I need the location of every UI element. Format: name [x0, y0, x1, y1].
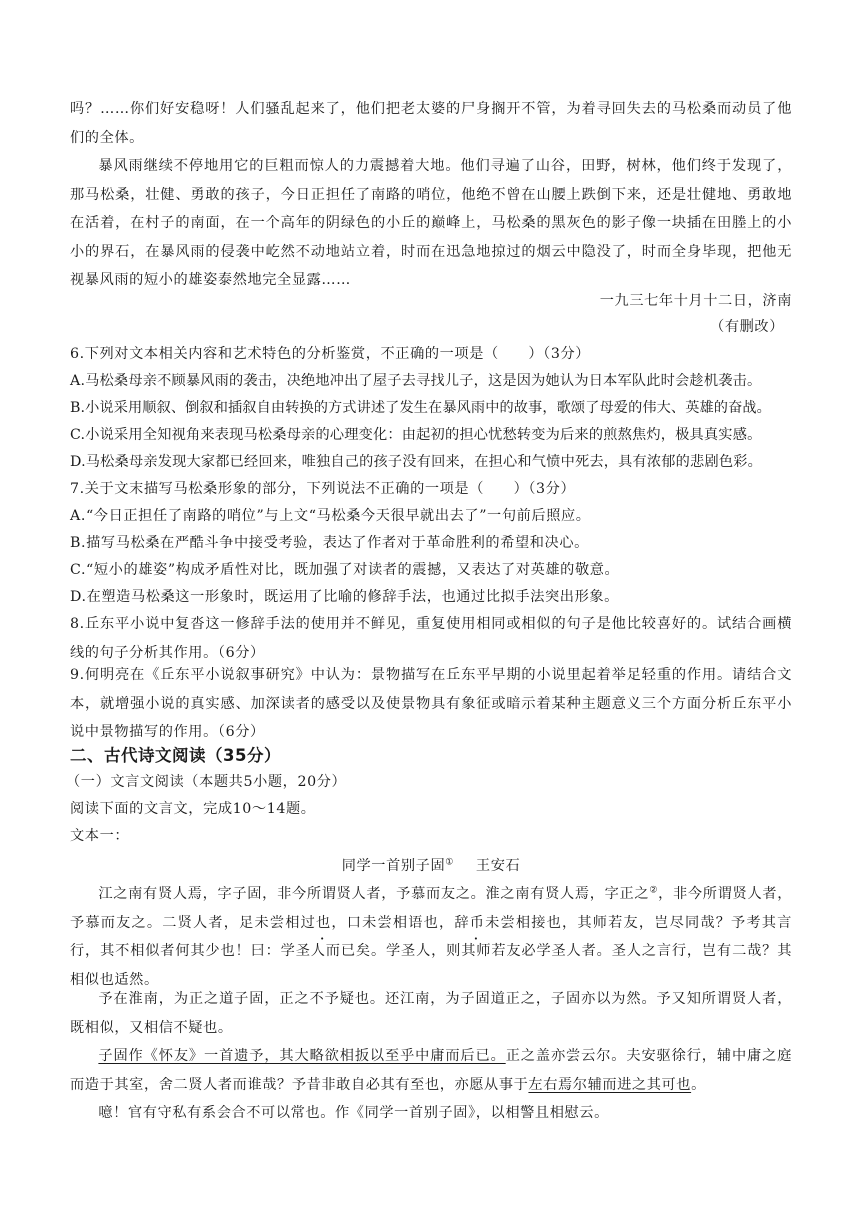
question-7-option-b: B.描写马松桑在严酷斗争中接受考验，表达了作者对于革命胜利的希望和决心。	[70, 535, 589, 551]
story-note: （有删改）	[710, 319, 784, 335]
title-footnote-mark: ①	[445, 857, 454, 868]
classical-paragraph-1: 江之南有贤人焉，字子固，非今所谓贤人者，予慕而友之。淮之南有贤人焉，字正之②，非今所谓贤人者，予慕而友之。二贤人者，足未尝相过也，口未尝相语也，辞币未尝相接也，其师若友，岂尽同哉？予考其言行，其不相似者何其少也！曰：学圣人而已矣。学圣人，则其师若友必学圣人者。圣人之言行，岂有二哉？其相似也适然。	[70, 885, 793, 988]
story-date: 一九三七年十月十二日，济南	[599, 293, 792, 309]
question-6-option-b: B.小说采用顺叙、倒叙和插叙自由转换的方式讲述了发生在暴风雨中的故事，歌颂了母爱的伟大、英雄的奋战。	[70, 400, 771, 416]
story-paragraph-2: 暴风雨继续不停地用它的巨粗而惊人的力震撼着大地。他们寻遍了山谷，田野，树林，他们终于发现了，那马松桑，壮健、勇敢的孩子，今日正担任了南路的哨位，他绝不曾在山腰上跌倒下来，还是壮健地、勇敢地在活着，在村子的南面，在一个高年的阴绿色的小丘的巅峰上，马松桑的黑灰色的影子像一块插在田塍上的小小的界石，在暴风雨的侵袭中屹然不动地站立着，时而在迅急地掠过的烟云中隐没了，时而全身毕现，把他无视暴风雨的短小的雄姿泰然地完全显露……	[70, 158, 792, 288]
story-paragraph-1: 吗？……你们好安稳呀！人们骚乱起来了，他们把老太婆的尸身搁开不管，为着寻回失去的马松桑而动员了他们的全体。	[70, 101, 792, 146]
section-2-instructions: 阅读下面的文言文，完成10～14题。	[70, 801, 316, 817]
underlined-sentence-1: 子固作《怀友》一首遗予，其大略欲相扳以至乎中庸而后已。	[98, 1048, 506, 1064]
dotted-word-guo: 过	[300, 914, 316, 931]
dotted-word-ci: 辞	[454, 914, 470, 931]
question-7-option-d: D.在塑造马松桑这一形象时，既运用了比喻的修辞手法，也通过比拟手法突出形象。	[70, 589, 619, 605]
classical-text-title-line	[70, 852, 792, 880]
classical-paragraph-3: 子固作《怀友》一首遗予，其大略欲相扳以至乎中庸而后已。正之盖亦尝云尔。夫安驱徐行，辅中庸之庭而造于其室，舍二贤人者而谁哉？予昔非敢自必其有至也，亦愿从事于左右焉尔辅而进之其可也。	[70, 1048, 793, 1093]
question-8: 8.丘东平小说中复沓这一修辞手法的使用并不鲜见，重复使用相同或相似的句子是他比较喜好的。试结合画横线的句子分析其作用。（6分）	[70, 616, 792, 661]
classical-paragraph-2: 予在淮南，为正之道子固，正之不予疑也。还江南，为子固道正之，子固亦以为然。予又知所谓贤人者，既相似，又相信不疑也。	[70, 991, 792, 1036]
section-2-subheading: （一）文言文阅读（本题共5小题，20分）	[66, 774, 347, 790]
underlined-sentence-2: 左右焉尔辅而进之其可也	[528, 1076, 692, 1093]
footnote-mark-2: ②	[649, 885, 659, 896]
question-6-option-a: A.马松桑母亲不顾暴风雨的袭击，决绝地冲出了屋子去寻找儿子，这是因为她认为日本军队此时会趁机袭击。	[70, 373, 762, 389]
classical-text-title: 同学一首别子固	[341, 858, 446, 874]
section-2-heading: 二、古代诗文阅读（35分）	[70, 746, 281, 765]
question-6: 6.下列对文本相关内容和艺术特色的分析鉴赏，不正确的一项是（ ）（3分）	[70, 346, 591, 362]
question-6-option-d: D.马松桑母亲发现大家都已经回来，唯独自己的孩子没有回来，在担心和气愤中死去，具有浓郁的悲剧色彩。	[70, 454, 762, 470]
question-7: 7.关于文末描写马松桑形象的部分，下列说法不正确的一项是（ ）（3分）	[70, 481, 576, 497]
classical-text-author: 王安石	[475, 858, 521, 874]
text-one-label: 文本一：	[70, 828, 130, 844]
question-7-option-a: A.“今日正担任了南路的哨位”与上文“马松桑今天很早就出去了”一句前后照应。	[70, 508, 591, 524]
question-7-option-c: C.“短小的雄姿”构成矛盾性对比，既加强了对读者的震撼，又表达了对英雄的敬意。	[70, 562, 620, 578]
classical-paragraph-4: 噫！官有守私有系会合不可以常也。作《同学一首别子固》，以相警且相慰云。	[98, 1105, 609, 1121]
question-6-option-c: C.小说采用全知视角来表现马松桑母亲的心理变化：由起初的担心忧愁转变为后来的煎熬焦灼，极具真实感。	[70, 427, 762, 443]
question-9: 9.何明亮在《丘东平小说叙事研究》中认为：景物描写在丘东平早期的小说里起着举足轻重的作用。请结合文本，就增强小说的真实感、加深读者的感受以及使景物具有象征或暗示着某种主题意义三个方面分析丘东平小说中景物描写的作用。（6分）	[70, 667, 792, 740]
